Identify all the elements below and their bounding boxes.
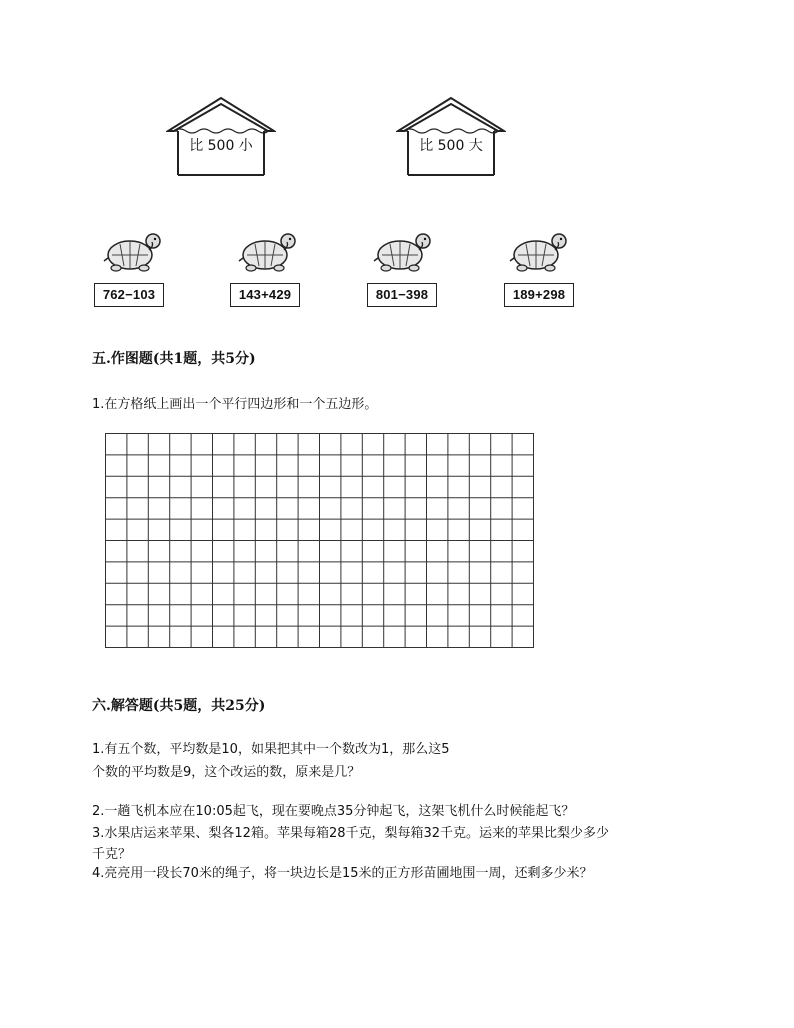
section-6-question-3-line-1: 3.水果店运来苹果、梨各12箱。苹果每箱28千克，梨每箱32千克。运来的苹果比梨少多少 [92,826,610,841]
expression-box: 189+298 [504,283,574,307]
section-6-question-1-line-1: 1.有五个数，平均数是10，如果把其中一个数改为1，那么这5 [92,742,450,757]
house-label: 比 500 大 [419,138,483,154]
house-less-than-500 [166,95,276,180]
expression-box: 762−103 [94,283,164,307]
section-6-question-2: 2.一趟飞机本应在10:05起飞，现在要晚点35分钟起飞，这架飞机什么时候能起飞？ [92,804,575,819]
turtle-icon [102,228,166,274]
section-6-question-3-line-2: 千克？ [92,847,132,862]
section-6-question-4: 4.亮亮用一段长70米的绳子，将一块边长是15米的正方形苗圃地围一周，还剩多少米？ [92,866,593,881]
turtle-icon [508,228,572,274]
expression-box: 801−398 [367,283,437,307]
expression-box: 143+429 [230,283,300,307]
house-greater-than-500 [396,95,506,180]
turtle-icon [372,228,436,274]
section-5-question-1: 1.在方格纸上画出一个平行四边形和一个五边形。 [92,397,378,412]
section-6-question-1-line-2: 个数的平均数是9，这个改运的数，原来是几？ [92,765,361,780]
turtle-icon [237,228,301,274]
section-6-title: 六.解答题(共5题，共25分) [92,698,266,714]
house-label: 比 500 小 [189,138,253,154]
grid-paper [105,433,534,648]
section-5-title: 五.作图题(共1题，共5分) [92,351,256,367]
